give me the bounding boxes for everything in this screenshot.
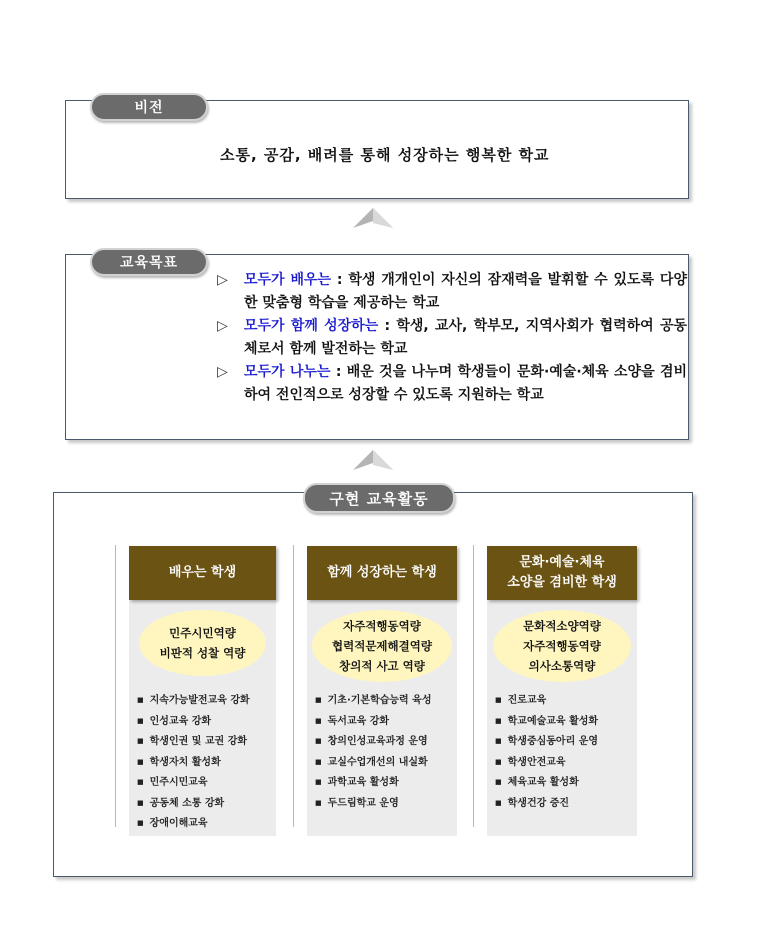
list-item: ■ 학생자치 활성화 [137, 752, 250, 773]
list-item: ■ 학교예술교육 활성화 [495, 711, 598, 732]
goal-text: : 학생 개개인이 자신의 잠재력을 발휘할 수 있도록 다양한 맞춤형 학습을 제공하는 학교 [244, 272, 687, 311]
goal-item [217, 361, 687, 407]
list-item: ■ 두드림학교 운영 [315, 793, 432, 814]
list-item: ■ 교실수업개선의 내실화 [315, 752, 432, 773]
list-item: ■ 학생건강 증진 [495, 793, 598, 814]
list-item: ■ 인성교육 강화 [137, 711, 250, 732]
competency: 창의적 사고 역량 [339, 659, 425, 673]
list-item: ■ 학생중심동아리 운영 [495, 731, 598, 752]
goals-label: 교육목표 [90, 248, 208, 276]
competency: 자주적행동역량 [343, 619, 421, 633]
activity-list [315, 690, 432, 813]
competency: 자주적행동역량 [523, 639, 601, 653]
activity-column-title: 문화·예술·체육 소양을 겸비한 학생 [487, 546, 637, 600]
competency: 비판적 성찰 역량 [159, 646, 246, 660]
list-item: ■ 체육교육 활성화 [495, 772, 598, 793]
activities-label: 구현 교육활동 [303, 483, 455, 513]
activity-list [495, 690, 598, 813]
column-divider [473, 545, 474, 827]
list-item: ■ 민주시민교육 [137, 772, 250, 793]
competency-badge [312, 610, 452, 682]
goal-highlight: 모두가 나누는 [244, 364, 331, 380]
activity-column-title: 배우는 학생 [129, 546, 276, 600]
competency-badge [493, 610, 631, 682]
activity-column-title: 함께 성장하는 학생 [307, 546, 457, 600]
triangle-bullet-icon: ▷ [217, 272, 228, 288]
list-item: ■ 장애이해교육 [137, 813, 250, 834]
goal-text: : 배운 것을 나누며 학생들이 문화·예술·체육 소양을 겸비하여 전인적으로 성장할 수 있도록 지원하는 학교 [244, 364, 687, 403]
list-item: ■ 학생안전교육 [495, 752, 598, 773]
list-item: ■ 학생인권 및 교권 강화 [137, 731, 250, 752]
vision-label: 비전 [90, 93, 208, 121]
list-item: ■ 공동체 소통 강화 [137, 793, 250, 814]
goal-item [217, 269, 687, 315]
triangle-bullet-icon: ▷ [217, 318, 228, 334]
vision-statement: 소통, 공감, 배려를 통해 성장하는 행복한 학교 [220, 146, 550, 164]
column-divider [293, 545, 294, 827]
list-item: ■ 과학교육 활성화 [315, 772, 432, 793]
goal-item [217, 315, 687, 361]
list-item: ■ 진로교육 [495, 690, 598, 711]
goal-highlight: 모두가 함께 성장하는 [244, 318, 379, 334]
competency: 문화적소양역량 [523, 619, 601, 633]
triangle-bullet-icon: ▷ [217, 364, 228, 380]
competency: 민주시민역량 [169, 626, 236, 640]
list-item: ■ 독서교육 강화 [315, 711, 432, 732]
arrow-up-icon [352, 207, 394, 229]
competency: 협력적문제해결역량 [332, 639, 432, 653]
goal-highlight: 모두가 배우는 [244, 272, 332, 288]
competency: 의사소통역량 [528, 659, 596, 673]
goal-text: : 학생, 교사, 학부모, 지역사회가 협력하여 공동체로서 함께 발전하는 학교 [244, 318, 687, 357]
goals-list [217, 269, 687, 407]
list-item: ■ 창의인성교육과정 운영 [315, 731, 432, 752]
list-item: ■ 기초·기본학습능력 육성 [315, 690, 432, 711]
competency-badge [139, 610, 266, 676]
column-divider [115, 545, 116, 827]
list-item: ■ 지속가능발전교육 강화 [137, 690, 250, 711]
activity-list [137, 690, 250, 834]
arrow-up-icon [352, 449, 394, 471]
